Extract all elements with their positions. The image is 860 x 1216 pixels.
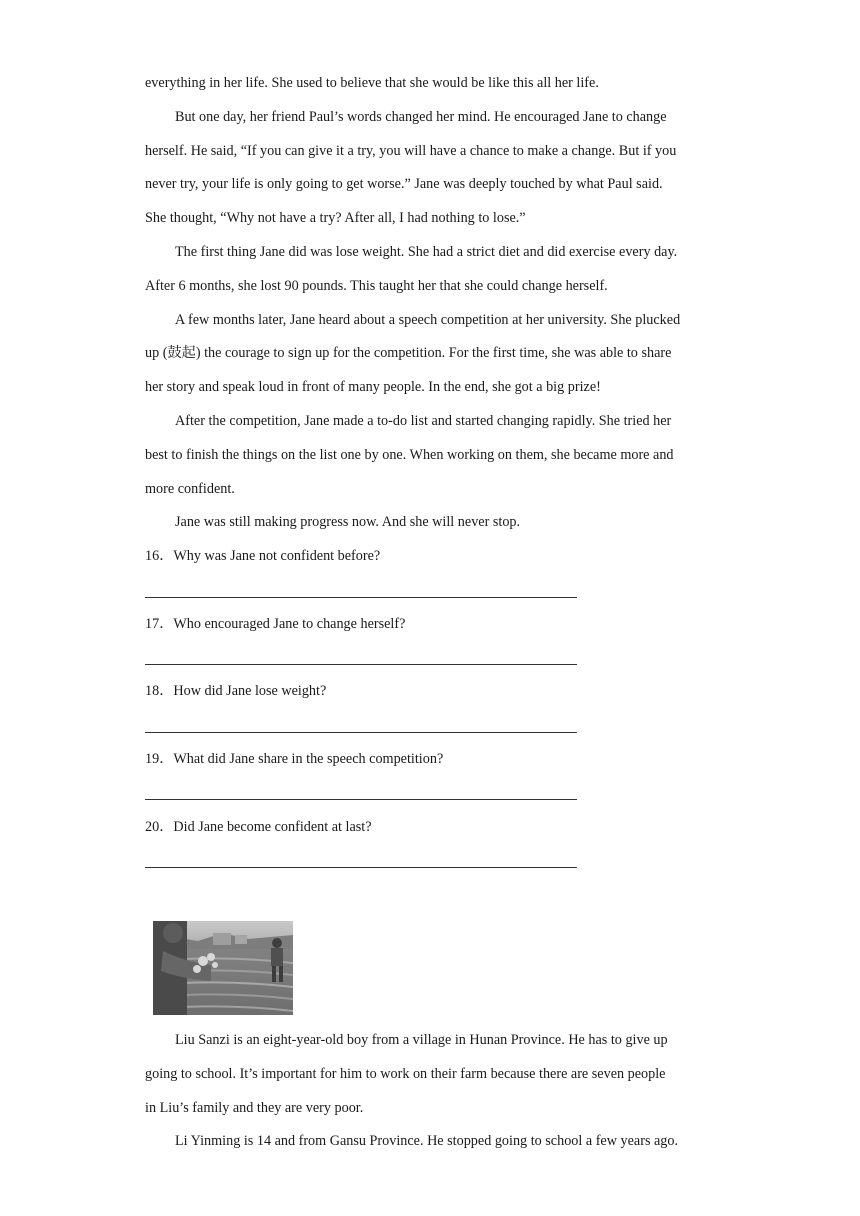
passage-line: her story and speak loud in front of many people. In the end, she got a big prize! <box>145 379 601 395</box>
farm-children-photo <box>153 921 293 1015</box>
passage-line: The first thing Jane did was lose weight. She had a strict diet and did exercise every day. <box>175 244 678 260</box>
passage-line: everything in her life. She used to believe that she would be like this all her life. <box>145 75 599 91</box>
passage-line: more confident. <box>145 481 235 497</box>
answer-line-16[interactable] <box>145 597 577 598</box>
answer-line-17[interactable] <box>145 664 577 665</box>
passage-line: Jane was still making progress now. And she will never stop. <box>175 514 521 530</box>
answer-line-18[interactable] <box>145 732 577 733</box>
answer-line-20[interactable] <box>145 867 577 868</box>
passage-line: up (鼓起) the courage to sign up for the competition. For the first time, she was able to share <box>145 345 672 361</box>
passage-line: After the competition, Jane made a to-do list and started changing rapidly. She tried her <box>175 413 672 429</box>
passage-line: Liu Sanzi is an eight-year-old boy from a village in Hunan Province. He has to give up <box>175 1032 668 1048</box>
passage-line: A few months later, Jane heard about a speech competition at her university. She plucked <box>175 312 681 328</box>
passage-line: After 6 months, she lost 90 pounds. This taught her that she could change herself. <box>145 278 608 294</box>
question-20: 20．Did Jane become confident at last? <box>145 819 372 835</box>
passage-line: going to school. It’s important for him to work on their farm because there are seven people <box>145 1066 666 1082</box>
question-18: 18．How did Jane lose weight? <box>145 683 327 699</box>
passage-line: But one day, her friend Paul’s words changed her mind. He encouraged Jane to change <box>175 109 667 125</box>
passage-line: Li Yinming is 14 and from Gansu Province. He stopped going to school a few years ago. <box>175 1133 679 1149</box>
question-19: 19．What did Jane share in the speech competition? <box>145 751 444 767</box>
passage-line: in Liu’s family and they are very poor. <box>145 1100 364 1116</box>
passage-line: herself. He said, “If you can give it a try, you will have a chance to make a change. But if you <box>145 143 677 159</box>
passage-line: best to finish the things on the list one by one. When working on them, she became more and <box>145 447 674 463</box>
passage-line: never try, your life is only going to get worse.” Jane was deeply touched by what Paul said. <box>145 176 663 192</box>
question-16: 16．Why was Jane not confident before? <box>145 548 381 564</box>
answer-line-19[interactable] <box>145 799 577 800</box>
question-17: 17．Who encouraged Jane to change herself? <box>145 616 406 632</box>
passage-line: She thought, “Why not have a try? After all, I had nothing to lose.” <box>145 210 526 226</box>
